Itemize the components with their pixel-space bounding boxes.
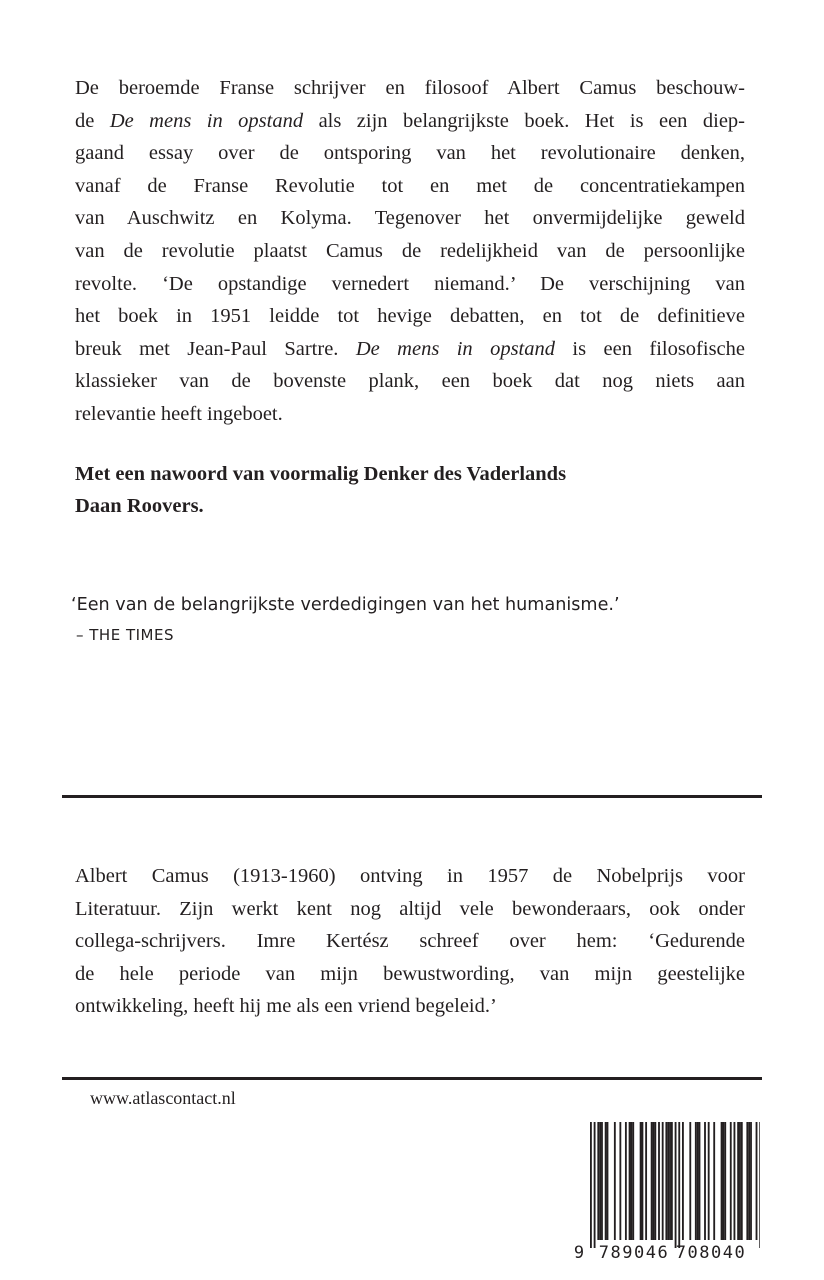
blurb-paragraph [75, 72, 745, 431]
blurb-text: de [75, 109, 110, 132]
barcode-bar [724, 1122, 726, 1240]
blurb-text: breuk met Jean-Paul Sartre. [75, 337, 356, 360]
barcode-bar [645, 1122, 647, 1240]
barcode-bar [662, 1122, 664, 1240]
barcode-bar [737, 1122, 739, 1240]
barcode-bar [614, 1122, 616, 1240]
barcode-bar [594, 1122, 596, 1248]
bio-line: collega-schrijvers. Imre Kertész schreef over hem: ‘Gedurende [75, 930, 745, 953]
quote-source: – THE TIMES [76, 626, 174, 644]
barcode-bar [605, 1122, 607, 1240]
barcode-bar [654, 1122, 656, 1240]
author-bio [75, 860, 745, 1023]
barcode-bar [721, 1122, 723, 1240]
afterword-line: Met een nawoord van voormalig Denker des Vaderlands [75, 463, 567, 485]
barcode-bar [756, 1122, 758, 1240]
publisher-website[interactable]: www.atlascontact.nl [90, 1088, 236, 1108]
barcode-bar [629, 1122, 631, 1240]
barcode-bar [704, 1122, 706, 1240]
barcode-bar [675, 1122, 677, 1248]
barcode-bar [678, 1122, 680, 1248]
bio-line: Literatuur. Zijn werkt kent nog altijd vele bewonderaars, ook onder [75, 897, 745, 920]
bio-line: de hele periode van mijn bewustwording, van mijn geestelijke [75, 962, 745, 985]
barcode-graphic [570, 1122, 760, 1262]
barcode-bar [651, 1122, 653, 1240]
barcode-digits-right: 708040 [675, 1243, 747, 1262]
blurb-line: De beroemde Franse schrijver en filosoof Albert Camus beschouw- [75, 77, 745, 99]
isbn-barcode [570, 1122, 760, 1262]
divider [62, 795, 762, 798]
barcode-bar [697, 1122, 699, 1240]
barcode-bar [734, 1122, 736, 1240]
barcode-bar [759, 1122, 760, 1248]
divider [62, 1077, 762, 1080]
barcode-bar [746, 1122, 748, 1240]
blurb-line: gaand essay over de ontsporing van het revolutionaire denken, [75, 142, 745, 165]
barcode-bar [671, 1122, 673, 1240]
blurb-line: revolte. ‘De opstandige vernedert niemand.’ De verschijning van [75, 272, 745, 295]
barcode-bar [669, 1122, 671, 1240]
blurb-line: het boek in 1951 leidde tot hevige debatten, en tot de definitieve [75, 305, 745, 328]
barcode-bar [682, 1122, 684, 1240]
book-title: De mens in opstand [355, 337, 555, 360]
blurb-line: van Auschwitz en Kolyma. Tegenover het onvermijdelijke geweld [75, 207, 745, 230]
barcode-bar [632, 1122, 634, 1240]
barcode-bar [730, 1122, 732, 1240]
review-quote: ‘Een van de belangrijkste verdedigingen van het humanisme.’ [71, 595, 620, 615]
barcode-bar [708, 1122, 710, 1240]
barcode-bar [741, 1122, 743, 1240]
barcode-bar [625, 1122, 627, 1240]
barcode-bar [658, 1122, 660, 1240]
barcode-bar [601, 1122, 603, 1240]
barcode-bar [642, 1122, 644, 1240]
barcode-bar [597, 1122, 599, 1240]
blurb-line: vanaf de Franse Revolutie tot en met de concentratiekampen [75, 174, 745, 197]
barcode-bar [590, 1122, 592, 1248]
barcode-bar [665, 1122, 667, 1240]
barcode-bar [748, 1122, 750, 1240]
barcode-bar [667, 1122, 669, 1240]
blurb-line: klassieker van de bovenste plank, een boek dat nog niets aan [75, 370, 745, 393]
blurb-line: relevantie heeft ingeboet. [75, 402, 283, 425]
barcode-bar [599, 1122, 601, 1240]
barcode-bar [699, 1122, 701, 1240]
afterword-note [75, 458, 755, 522]
barcode-bar [739, 1122, 741, 1240]
barcode-bar [689, 1122, 691, 1240]
blurb-text: is een filosofische [555, 337, 746, 360]
barcode-bar [619, 1122, 621, 1240]
barcode-bar [722, 1122, 724, 1240]
barcode-bar [607, 1122, 609, 1240]
barcode-digit-first: 9 [573, 1243, 585, 1262]
blurb-text: als zijn belangrijkste boek. Het is een diep- [303, 109, 745, 132]
barcode-bar [630, 1122, 632, 1240]
blurb-line [75, 105, 745, 138]
bio-line: ontwikkeling, heeft hij me als een vriend begeleid.’ [75, 995, 497, 1018]
afterword-line: Daan Roovers. [75, 495, 204, 517]
barcode-bar [653, 1122, 655, 1240]
book-title: De mens in opstand [109, 109, 304, 132]
blurb-line [75, 333, 745, 366]
barcode-bar [713, 1122, 715, 1240]
barcode-bar [695, 1122, 697, 1240]
barcode-bar [750, 1122, 752, 1240]
blurb-line: van de revolutie plaatst Camus de redelijkheid van de persoonlijke [75, 239, 745, 262]
barcode-digits-left: 789046 [598, 1243, 670, 1262]
barcode-bar [640, 1122, 642, 1240]
bio-line: Albert Camus (1913-1960) ontving in 1957 de Nobelprijs voor [75, 865, 745, 887]
